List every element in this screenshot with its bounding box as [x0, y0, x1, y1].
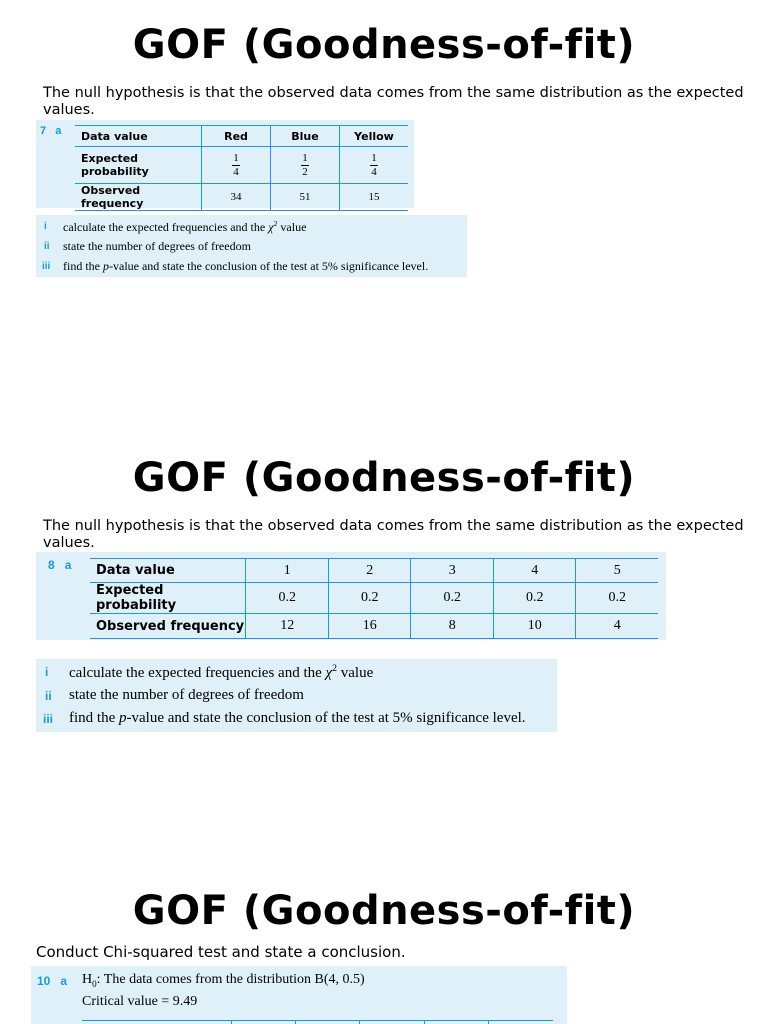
table-header-cell: Blue [271, 126, 340, 147]
table-cell: 8 [411, 614, 494, 639]
table-cell [340, 147, 409, 184]
subpart-label: i [45, 665, 49, 679]
table-cell: 0.2 [328, 583, 411, 614]
table-header-cell: Yellow [340, 126, 409, 147]
slide-2-intro: The null hypothesis is that the observed data comes from the same distribution as the expected values. [43, 518, 744, 551]
table-header-cell: 3 [411, 559, 494, 583]
question-10-text: $H_0$: The data comes from the distribution B(4, 0.5) Critical value = 9.49 [82, 972, 365, 1009]
table-header-cell: 5 [576, 559, 658, 583]
table-cell: 15 [340, 184, 409, 211]
fraction: $\frac{1}{2}$ [302, 152, 308, 178]
table-cell [271, 147, 340, 184]
subpart-label: iii [42, 261, 51, 272]
subpart-text: find the p-value and state the conclusion of the test at 5% significance level. [63, 259, 429, 273]
table-cell [202, 147, 271, 184]
table-column-divider [295, 1020, 296, 1024]
table-cell: 51 [271, 184, 340, 211]
question-10-panel [31, 966, 567, 1024]
table-cell: 34 [202, 184, 271, 211]
table-header-cell: Data value [90, 559, 246, 583]
subpart-label: iii [43, 712, 54, 726]
table-cell: 0.2 [576, 583, 658, 614]
table-column-divider [488, 1020, 489, 1024]
question-7-table-panel [36, 120, 414, 208]
table-cell: 16 [328, 614, 411, 639]
question-8-subparts-panel [36, 659, 557, 732]
question-7-number: 7 a [40, 125, 62, 137]
subpart-label: i [44, 221, 47, 232]
question-7-table [75, 125, 408, 211]
question-8-table [90, 558, 658, 639]
subpart-text: state the number of degrees of freedom [69, 687, 304, 703]
table-column-divider [359, 1020, 360, 1024]
table-column-divider [231, 1020, 232, 1024]
slide-1-title: GOF (Goodness-of-fit) [132, 22, 636, 68]
subpart-text: state the number of degrees of freedom [63, 239, 251, 253]
fraction: $\frac{1}{4}$ [371, 152, 377, 178]
subpart-text: calculate the expected frequencies and the $\chi^2$ value [69, 663, 374, 681]
table-top-border [82, 1020, 553, 1021]
table-header-cell: 2 [328, 559, 411, 583]
table-cell: 0.2 [246, 583, 329, 614]
table-cell: 12 [246, 614, 329, 639]
question-7-subparts-panel [36, 215, 467, 277]
fraction: $\frac{1}{4}$ [233, 152, 239, 178]
subpart-label: ii [44, 241, 50, 252]
table-cell: 10 [493, 614, 576, 639]
question-8-subparts [36, 659, 557, 732]
slide-3-title: GOF (Goodness-of-fit) [132, 888, 636, 934]
table-row-label: Expected probability [90, 583, 246, 614]
slide-1-intro: The null hypothesis is that the observed data comes from the same distribution as the expected values. [43, 85, 744, 118]
table-row-label: Observed frequency [75, 184, 202, 211]
subpart-text: calculate the expected frequencies and the $\chi^2$ value [63, 219, 307, 234]
subpart-label: ii [45, 689, 52, 703]
subpart-text: find the p-value and state the conclusion of the test at 5% significance level. [69, 710, 526, 726]
question-8-table-panel [36, 552, 666, 640]
slide-2-title: GOF (Goodness-of-fit) [132, 455, 636, 501]
table-cell: 4 [576, 614, 658, 639]
question-8-number: 8 a [48, 558, 72, 572]
table-row-label: Observed frequency [90, 614, 246, 639]
question-10-number: 10 a [37, 974, 68, 988]
table-header-cell: 1 [246, 559, 329, 583]
question-7-subparts [36, 215, 467, 277]
table-cell: 0.2 [493, 583, 576, 614]
table-header-cell: Data value [75, 126, 202, 147]
table-header-cell: Red [202, 126, 271, 147]
table-header-cell: 4 [493, 559, 576, 583]
slide-3-intro: Conduct Chi-squared test and state a conclusion. [36, 943, 406, 961]
table-row-label: Expected probability [75, 147, 202, 184]
table-column-divider [424, 1020, 425, 1024]
table-cell: 0.2 [411, 583, 494, 614]
